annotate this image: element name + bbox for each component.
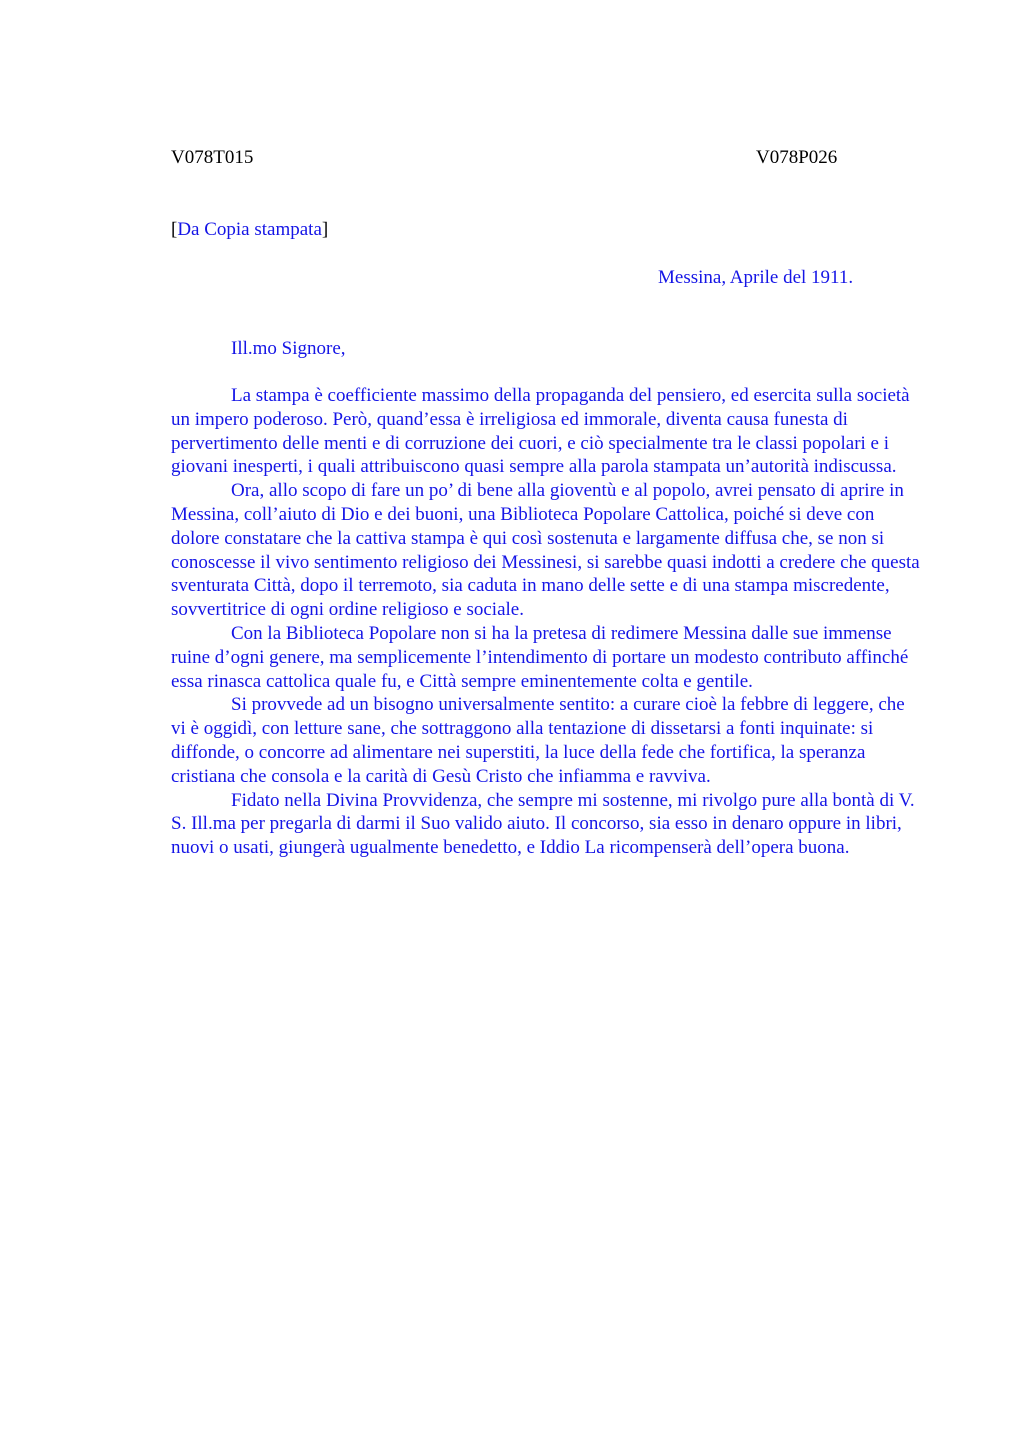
- source-close-bracket: ]: [321, 219, 329, 240]
- page-reference-code: V078P026: [756, 147, 838, 168]
- source-note: [171, 218, 328, 242]
- letter-salutation: Ill.mo Signore,: [231, 338, 346, 359]
- letter-body: [171, 384, 921, 860]
- source-text: Da Copia stampata: [177, 219, 322, 240]
- body-paragraph: La stampa è coefficiente massimo della propaganda del pensiero, ed esercita sulla società un impero poderoso. Però, quand’essa è irreligiosa ed immorale, diventa causa funesta di pervertimento delle menti e di corruzione dei cuori, e ciò specialmente tra le classi popolari e i giovani inesperti, i quali attribuiscono quasi sempre alla parola stampata un’autorità indiscussa.: [171, 385, 910, 478]
- body-paragraph: Ora, allo scopo di fare un po’ di bene alla gioventù e al popolo, avrei pensato di aprire in Messina, coll’aiuto di Dio e dei buoni, una Biblioteca Popolare Cattolica, poiché si deve con dolore constatare che la cattiva stampa è qui così sostenuta e largamente diffusa che, se non si conoscesse il vivo sentimento religioso dei Messinesi, si sarebbe quasi indotti a credere che questa sventurata Città, dopo il terremoto, sia caduta in mano delle sette e di una stampa miscredente, sovvertitrice di ogni ordine religioso e sociale.: [171, 480, 920, 621]
- body-paragraph: Fidato nella Divina Provvidenza, che sempre mi sostenne, mi rivolgo pure alla bontà di V. S. Ill.ma per pregarla di darmi il Suo valido aiuto. Il concorso, sia esso in denaro oppure in libri, nuovi o usati, giungerà ugualmente benedetto, e Iddio La ricompenserà dell’opera buona.: [171, 789, 915, 859]
- body-paragraph: Con la Biblioteca Popolare non si ha la pretesa di redimere Messina dalle sue immense ruine d’ogni genere, ma semplicemente l’intendimento di portare un modesto contributo affinché essa rinasca cattolica quale fu, e Città sempre eminentemente colta e gentile.: [171, 622, 909, 692]
- body-paragraph: Si provvede ad un bisogno universalmente sentito: a curare cioè la febbre di leggere, che vi è oggidì, con letture sane, che sottraggono alla tentazione di dissetarsi a fonti inquinate: si diffonde, o concorre ad alimentare nei superstiti, la luce della fede che fortifica, la speranza cristiana che consola e la carità di Gesù Cristo che infiamma e ravviva.: [171, 694, 905, 787]
- document-reference-code: V078T015: [171, 147, 254, 168]
- source-open-bracket: [: [171, 219, 178, 240]
- letter-date: Messina, Aprile del 1911.: [658, 267, 854, 288]
